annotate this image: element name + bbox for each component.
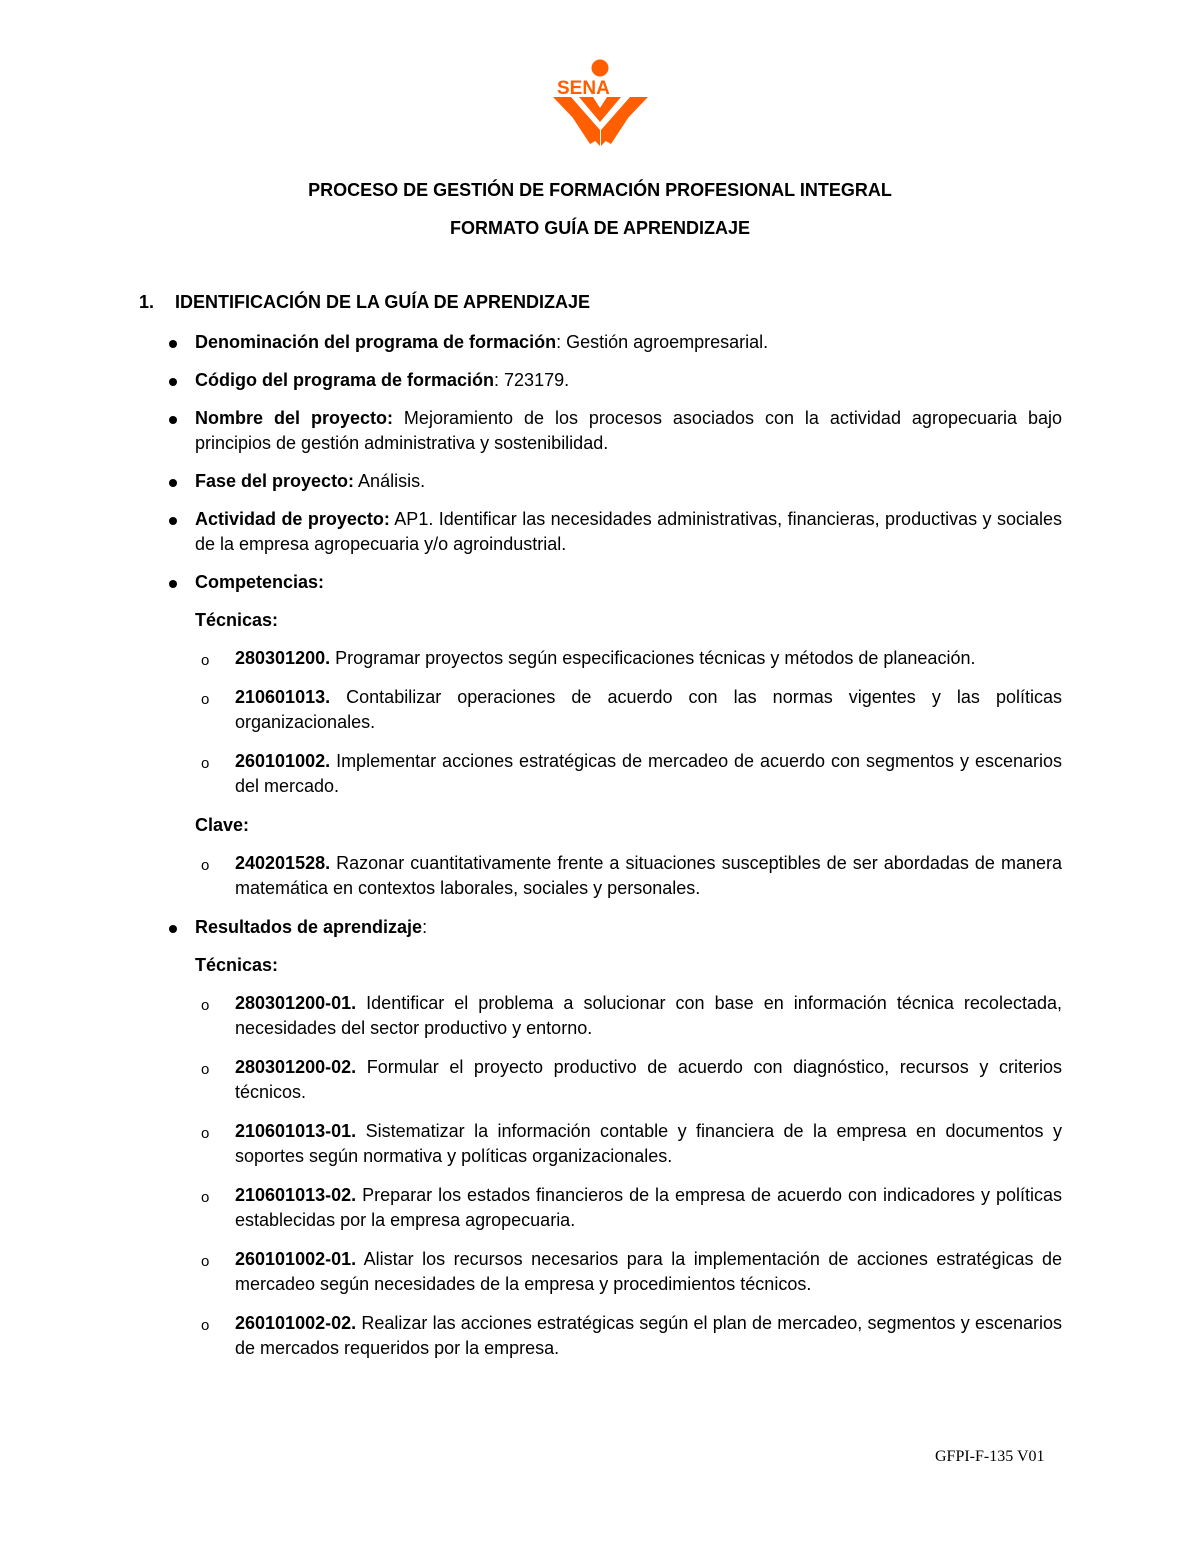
item-label: Actividad de proyecto: bbox=[195, 509, 390, 529]
item-text: Sistematizar la información contable y financiera de la empresa en documentos y soportes según normativa y políticas organizacionales. bbox=[235, 1120, 1062, 1166]
item-value: : Gestión agroempresarial. bbox=[556, 332, 769, 352]
item-code: 240201528. bbox=[235, 852, 331, 873]
item-label: Fase del proyecto: bbox=[195, 471, 355, 491]
item-code: 210601013-01. bbox=[235, 1120, 357, 1141]
item-competencias bbox=[165, 570, 1062, 595]
item-actividad bbox=[165, 507, 1062, 557]
section-number: 1. bbox=[139, 292, 155, 312]
list-item bbox=[165, 1183, 1062, 1234]
logo-text: SENA bbox=[557, 78, 610, 99]
item-text: Razonar cuantitativamente frente a situaciones susceptibles de ser abordadas de manera matemática en contextos laborales, sociales y personales. bbox=[235, 852, 1062, 898]
competencias-clave-label: Clave: bbox=[195, 814, 250, 835]
item-code: 210601013. bbox=[235, 686, 331, 707]
competencias-tecnicas-label: Técnicas: bbox=[195, 610, 279, 630]
bullet-icon bbox=[169, 925, 177, 933]
item-text: Realizar las acciones estratégicas según el plan de mercadeo, segmentos y escenarios de mercados requeridos por la empresa. bbox=[235, 1312, 1062, 1358]
circle-bullet-icon: o bbox=[201, 996, 210, 1014]
item-proyecto bbox=[165, 406, 1062, 456]
item-value: Análisis. bbox=[354, 471, 426, 491]
list-item bbox=[165, 991, 1062, 1042]
list-item bbox=[165, 749, 1062, 800]
list-item bbox=[165, 851, 1062, 902]
bullet-icon bbox=[169, 416, 177, 424]
item-resultados bbox=[165, 915, 1062, 940]
item-text: Alistar los recursos necesarios para la implementación de acciones estratégicas de mercadeo según necesidades de la empresa y procedimientos técnicos. bbox=[235, 1248, 1062, 1294]
circle-bullet-icon: o bbox=[201, 856, 210, 874]
item-text: Formular el proyecto productivo de acuerdo con diagnóstico, recursos y criterios técnicos. bbox=[235, 1056, 1062, 1102]
item-value: : 723179. bbox=[494, 370, 570, 390]
item-text: Identificar el problema a solucionar con base en información técnica recolectada, necesidades del sector productivo y entorno. bbox=[235, 992, 1062, 1038]
item-code: 280301200-02. bbox=[235, 1056, 357, 1077]
circle-bullet-icon: o bbox=[201, 1060, 210, 1078]
item-text: Preparar los estados financieros de la empresa de acuerdo con indicadores y políticas establecidas por la empresa agropecuaria. bbox=[235, 1184, 1062, 1230]
item-code: 210601013-02. bbox=[235, 1184, 357, 1205]
item-text: Programar proyectos según especificaciones técnicas y métodos de planeación. bbox=[330, 648, 976, 668]
footer-code: GFPI-F-135 V01 bbox=[935, 1448, 1045, 1465]
sena-logo bbox=[553, 58, 648, 148]
item-codigo bbox=[165, 368, 1062, 393]
circle-bullet-icon: o bbox=[201, 1188, 210, 1206]
item-code: 260101002-01. bbox=[235, 1248, 357, 1269]
list-item bbox=[165, 1055, 1062, 1106]
document-body bbox=[165, 330, 1062, 1375]
circle-bullet-icon: o bbox=[201, 652, 210, 669]
item-code: 260101002-02. bbox=[235, 1312, 357, 1333]
item-label: Nombre del proyecto: bbox=[195, 408, 393, 428]
circle-bullet-icon: o bbox=[201, 690, 210, 708]
item-value: Mejoramiento de los procesos asociados con la actividad agropecuaria bajo principios de gestión administrativa y sostenibilidad. bbox=[195, 408, 1062, 453]
bullet-icon bbox=[169, 340, 177, 348]
section-title: IDENTIFICACIÓN DE LA GUÍA DE APRENDIZAJE bbox=[175, 292, 591, 312]
item-fase bbox=[165, 469, 1062, 494]
item-label: Competencias: bbox=[195, 572, 325, 592]
item-label: Resultados de aprendizaje bbox=[195, 916, 423, 937]
list-item bbox=[165, 1119, 1062, 1170]
resultados-tecnicas-label: Técnicas: bbox=[195, 954, 279, 975]
item-text: Implementar acciones estratégicas de mercadeo de acuerdo con segmentos y escenarios del mercado. bbox=[235, 750, 1062, 796]
bullet-icon bbox=[169, 378, 177, 386]
item-label: Denominación del programa de formación bbox=[195, 332, 557, 352]
list-item bbox=[165, 685, 1062, 736]
bullet-icon bbox=[169, 517, 177, 525]
item-code: 280301200. bbox=[235, 648, 331, 668]
item-label: Código del programa de formación bbox=[195, 370, 495, 390]
item-code: 260101002. bbox=[235, 750, 331, 771]
document-title: PROCESO DE GESTIÓN DE FORMACIÓN PROFESIONAL INTEGRAL bbox=[308, 180, 892, 200]
document-subtitle: FORMATO GUÍA DE APRENDIZAJE bbox=[449, 218, 750, 238]
section-heading bbox=[139, 292, 590, 313]
circle-bullet-icon: o bbox=[201, 1124, 210, 1142]
circle-bullet-icon: o bbox=[201, 1316, 210, 1334]
circle-bullet-icon: o bbox=[201, 754, 210, 772]
circle-bullet-icon: o bbox=[201, 1252, 210, 1270]
item-code: 280301200-01. bbox=[235, 992, 357, 1013]
list-item bbox=[165, 1311, 1062, 1362]
item-programa bbox=[165, 330, 1062, 355]
item-value: AP1. Identificar las necesidades administrativas, financieras, productivas y sociales de la empresa agropecuaria y/o agroindustrial. bbox=[195, 509, 1062, 554]
list-item bbox=[165, 646, 1062, 672]
item-text: Contabilizar operaciones de acuerdo con las normas vigentes y las políticas organizacionales. bbox=[235, 686, 1062, 732]
item-suffix: : bbox=[422, 916, 428, 937]
bullet-icon bbox=[169, 479, 177, 487]
list-item bbox=[165, 1247, 1062, 1298]
bullet-icon bbox=[169, 580, 177, 588]
